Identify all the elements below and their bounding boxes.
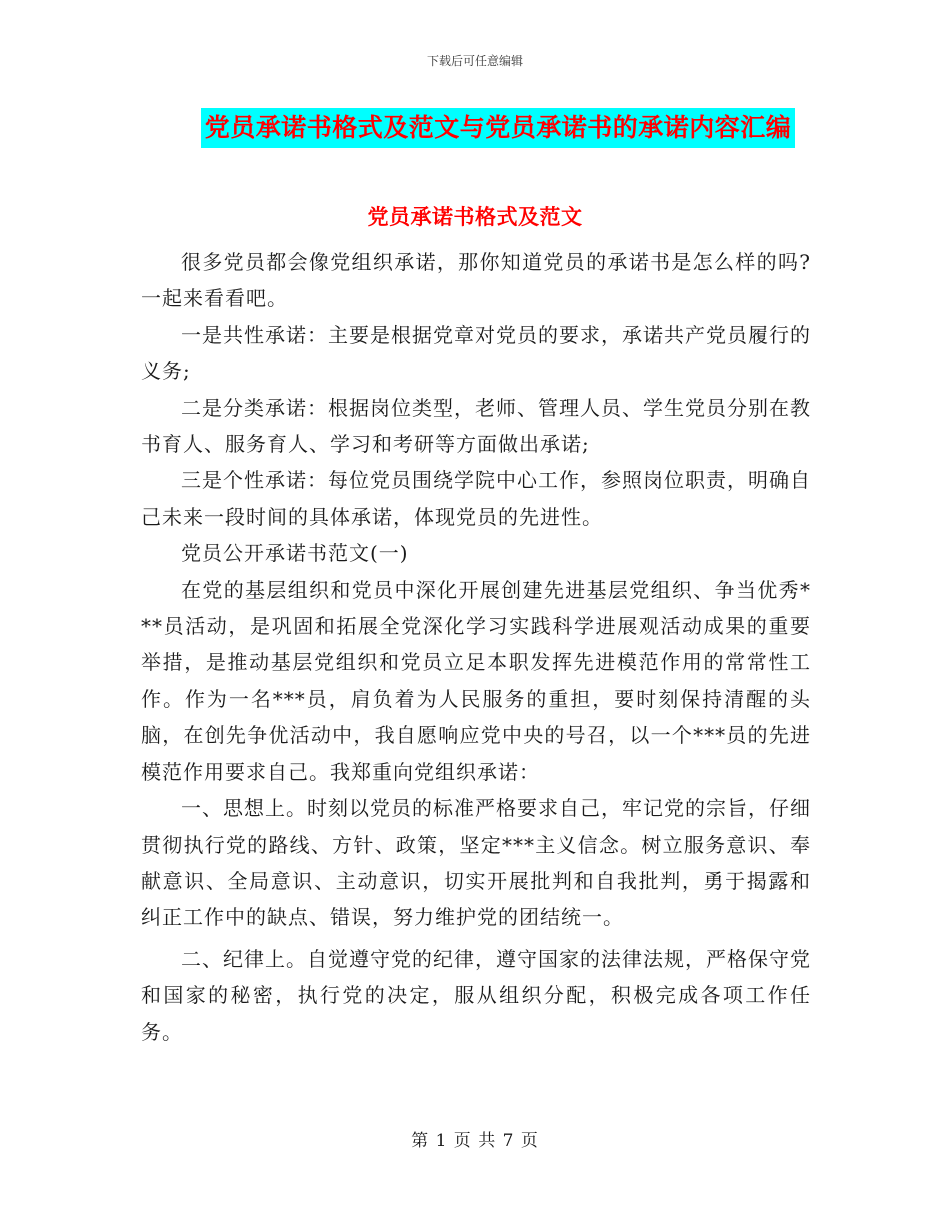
page-number: 第 1 页 共 7 页 (411, 1131, 539, 1151)
paragraph: 三是个性承诺：每位党员围绕学院中心工作，参照岗位职责，明确自己未来一段时间的具体承诺，体现党员的先进性。 (141, 468, 811, 529)
main-title-container (0, 108, 950, 148)
document-body (141, 244, 811, 1050)
paragraph: 二、纪律上。自觉遵守党的纪律，遵守国家的法律法规，严格保守党和国家的秘密，执行党的决定，服从组织分配，积极完成各项工作任务。 (141, 946, 811, 1044)
paragraph: 一是共性承诺：主要是根据党章对党员的要求，承诺共产党员履行的义务; (141, 322, 811, 384)
paragraph: 在党的基层组织和党员中深化开展创建先进基层党组织、争当优秀***员活动，是巩固和拓展全党深化学习实践科学进展观活动成果的重要举措，是推动基层党组织和党员立足本职发挥先进模范作用的常常性工作。作为一名***员，肩负着为人民服务的重担，要时刻保持清醒的头脑，在创先争优活动中，我自愿响应党中央的号召，以一个***员的先进模范作用要求自己。我郑重向党组织承诺： (141, 577, 811, 784)
paragraph: 很多党员都会像党组织承诺，那你知道党员的承诺书是怎么样的吗?一起来看看吧。 (141, 250, 811, 311)
main-title: 党员承诺书格式及范文与党员承诺书的承诺内容汇编 (201, 108, 796, 148)
paragraph: 二是分类承诺：根据岗位类型，老师、管理人员、学生党员分别在教书育人、服务育人、学习和考研等方面做出承诺; (141, 395, 811, 457)
page-header-note: 下载后可任意编辑 (426, 54, 523, 68)
section-title: 党员承诺书格式及范文 (367, 205, 583, 229)
paragraph: 一、思想上。时刻以党员的标准严格要求自己，牢记党的宗旨，仔细贯彻执行党的路线、方针、政策，坚定***主义信念。树立服务意识、奉献意识、全局意识、主动意识，切实开展批判和自我批判，勇于揭露和纠正工作中的缺点、错误，努力维护党的团结统一。 (141, 796, 811, 930)
subheading: 党员公开承诺书范文(一) (181, 541, 409, 566)
